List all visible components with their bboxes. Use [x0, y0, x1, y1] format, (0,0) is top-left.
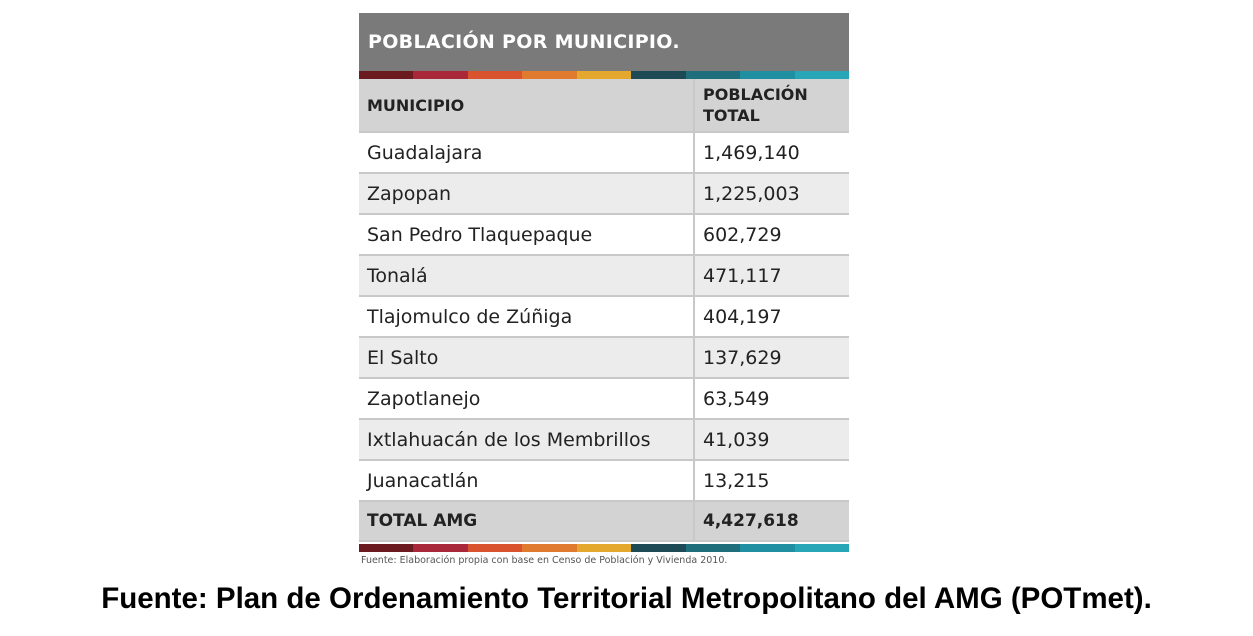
cell-municipio: Guadalajara [359, 132, 694, 173]
header-poblacion [694, 79, 849, 132]
stripe-segment [413, 544, 467, 552]
table-source-note: Fuente: Elaboración propia con base en Censo de Población y Vivienda 2010. [361, 555, 728, 566]
stripe-segment [631, 544, 685, 552]
cell-poblacion: 13,215 [694, 460, 849, 501]
stripe-segment [359, 71, 413, 79]
stripe-segment [522, 71, 576, 79]
cell-municipio: Tonalá [359, 255, 694, 296]
cell-municipio: Juanacatlán [359, 460, 694, 501]
table-row [359, 214, 849, 255]
total-row [359, 501, 849, 541]
table-row [359, 460, 849, 501]
stripe-segment [795, 71, 849, 79]
header-poblacion-line2: TOTAL [703, 106, 760, 125]
stripe-segment [740, 71, 794, 79]
header-poblacion-line1: POBLACIÓN [703, 85, 808, 104]
stripe-segment [740, 544, 794, 552]
cell-poblacion: 63,549 [694, 378, 849, 419]
cell-municipio: San Pedro Tlaquepaque [359, 214, 694, 255]
table-row [359, 378, 849, 419]
total-label: TOTAL AMG [359, 501, 694, 541]
stripe-segment [577, 544, 631, 552]
table-row [359, 419, 849, 460]
stripe-segment [631, 71, 685, 79]
cell-poblacion: 1,469,140 [694, 132, 849, 173]
stripe-segment [795, 544, 849, 552]
cell-municipio: Zapopan [359, 173, 694, 214]
cell-poblacion: 41,039 [694, 419, 849, 460]
cell-municipio: Ixtlahuacán de los Membrillos [359, 419, 694, 460]
total-value: 4,427,618 [694, 501, 849, 541]
stripe-segment [522, 544, 576, 552]
table-row [359, 337, 849, 378]
cell-municipio: Tlajomulco de Zúñiga [359, 296, 694, 337]
header-municipio: MUNICIPIO [359, 79, 694, 132]
cell-poblacion: 1,225,003 [694, 173, 849, 214]
table-row [359, 132, 849, 173]
stripe-segment [468, 544, 522, 552]
cell-poblacion: 137,629 [694, 337, 849, 378]
stripe-segment [577, 71, 631, 79]
stripe-segment [468, 71, 522, 79]
stripe-segment [359, 544, 413, 552]
stripe-segment [413, 71, 467, 79]
population-table-card [359, 13, 849, 566]
table-row [359, 255, 849, 296]
cell-municipio: Zapotlanejo [359, 378, 694, 419]
table-header-row [359, 79, 849, 132]
table-title: POBLACIÓN POR MUNICIPIO. [359, 13, 849, 71]
cell-poblacion: 404,197 [694, 296, 849, 337]
stripe-segment [686, 544, 740, 552]
color-stripe-bottom [359, 544, 849, 552]
color-stripe-top [359, 71, 849, 79]
source-caption: Fuente: Plan de Ordenamiento Territorial Metropolitano del AMG (POTmet). [101, 582, 1152, 615]
table-row [359, 173, 849, 214]
table-row [359, 296, 849, 337]
stripe-segment [686, 71, 740, 79]
cell-municipio: El Salto [359, 337, 694, 378]
cell-poblacion: 471,117 [694, 255, 849, 296]
population-table [359, 79, 849, 542]
cell-poblacion: 602,729 [694, 214, 849, 255]
